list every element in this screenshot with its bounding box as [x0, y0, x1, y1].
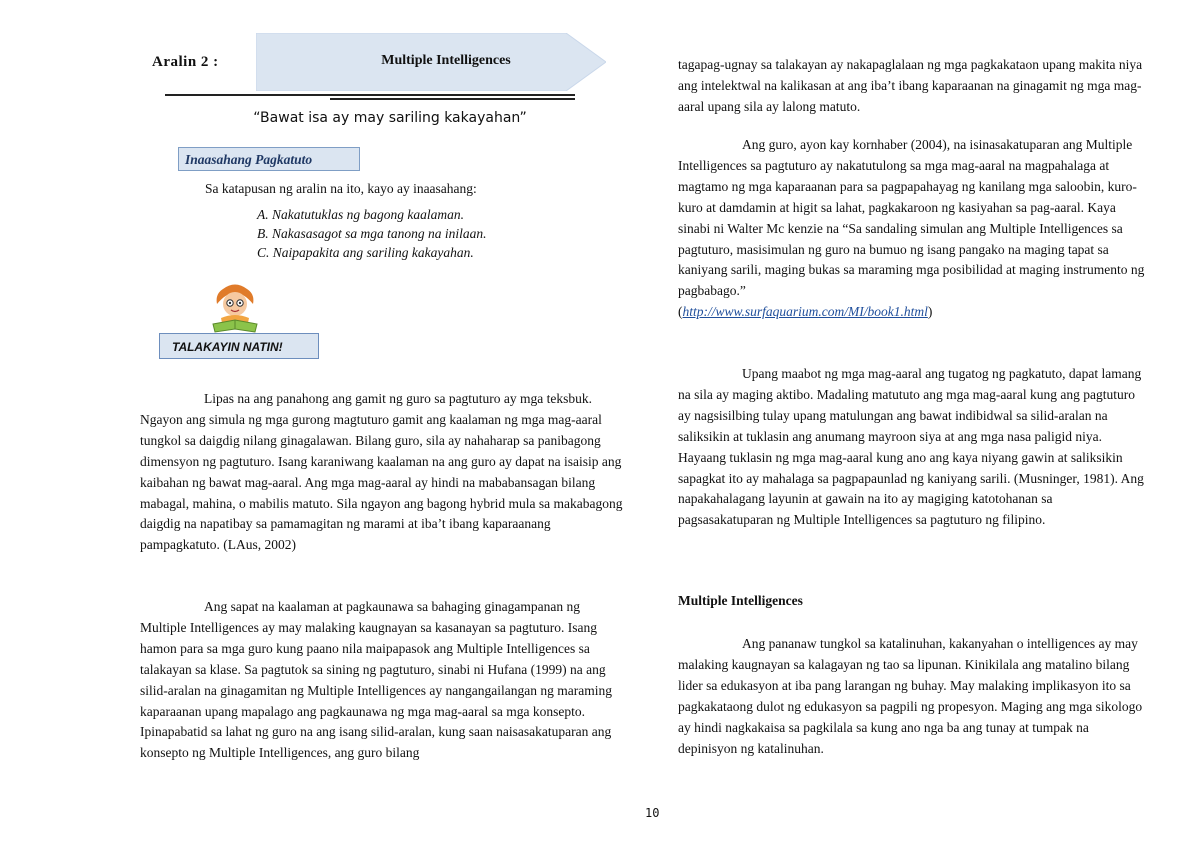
lesson-label: Aralin 2 :: [152, 54, 219, 70]
right-paragraph-1: [678, 135, 1148, 323]
left-paragraph-2: [140, 597, 626, 764]
right-paragraph-1-text: Ang guro, ayon kay kornhaber (2004), na isinasakatuparan ang Multiple Intelligences sa pagtuturo ay nakatutulong sa mga mag-aaral na magpahalaga at magtamo ng mga kaparaanan para sa pagpapahayag ng kanilang mga saloobin, kuro-kuro at damdamin at higit sa lahat, pagkakaroon ng kasiyahan sa pag-aaral. Kaya sinabi ni Walter Mc kenzie na “Sa sandaling simulan ang Multiple Intelligences sa pagtuturo, masisimulan ng guro na bumuo ng isang pangako na maging tapat sa kaniyang sarili, maging bukas sa maraming mga posibilidad at maging instrumento ng pagbabago.”: [678, 137, 1145, 299]
objectives-list: [257, 205, 487, 262]
left-paragraph-1-text: Lipas na ang panahong ang gamit ng guro sa pagtuturo ay mga teksbuk. Ngayon ang simula ng mga gurong magtuturo gamit ang kaalaman ng mga mag-aaral tungkol sa daigdig nilang ginagalawan. Bilang guro, sila ay nahaharap sa panibagong dimensyon ng pagtuturo. Isang karaniwang kaalaman na ang guro ay dapat na isaisip ang kaibahan ng bawat mag-aaral. Ang mga mag-aaral ay hindi na mababansagan bilang mabagal, mahina, o mabilis matuto. Sila ngayon ang bagong hybrid mula sa makabagong daigdig na napatibay sa pamamagitan ng marami at iba’t ibang kaparaanang pampagkatuto. (LAus, 2002): [140, 391, 623, 553]
objective-item: B. Nakasasagot sa mga tanong na inilaan.: [257, 226, 487, 241]
lesson-title: Multiple Intelligences: [381, 53, 511, 68]
objective-item: C. Naipapakita ang sariling kakayahan.: [257, 245, 474, 260]
objectives-intro: Sa katapusan ng aralin na ito, kayo ay inaasahang:: [205, 181, 477, 196]
page-number: 10: [645, 806, 660, 820]
motto: “Bawat isa ay may sariling kakayahan”: [253, 110, 527, 126]
header-divider: [165, 94, 575, 96]
right-paragraph-3: [678, 634, 1148, 759]
discussion-label: TALAKAYIN NATIN!: [159, 333, 319, 359]
link-close-paren: ): [927, 304, 933, 320]
right-paragraph-2: [678, 364, 1148, 531]
right-paragraph-3-text: Ang pananaw tungkol sa katalinuhan, kakanyahan o intelligences ay may malaking kaugnayan sa kalagayan ng tao sa lipunan. Kinikilala ang matalino bilang lider sa edukasyon at iba pang larangan ng buhay. May malaking implikasyon ito sa pagkakataong dulot ng edukasyon sa pagpili ng propesyon. Maging ang mga sikologo ay hindi nagkakaisa sa pagkilala sa kung ano nga ba ang tunay at tumpak na depinisyon ng katalinuhan.: [678, 636, 1143, 756]
reference-link[interactable]: http://www.surfaquarium.com/MI/book1.html: [682, 304, 928, 320]
link-open-paren: (: [678, 304, 683, 320]
header-divider-secondary: [330, 98, 575, 100]
left-paragraph-2-text: Ang sapat na kaalaman at pagkaunawa sa bahaging ginagampanan ng Multiple Intelligences ay may malaking kaugnayan sa kasanayan sa pagtuturo. Isang hamon para sa mga guro kung paano nila maipapasok ang Multiple Intelligences sa talakayan sa klase. Sa pagtutok sa sining ng pagtuturo, sinabi ni Hufana (1999) na ang silid-aralan na ginagamitan ng Multiple Intelligences ay nangangailangan ng maraming kaparaanan upang mapalago ang pagkaunawa ng mga mag-aaral sa mga konsepto. Ipinapabatid sa lahat ng guro na ang isang silid-aralan, kung saan naisasakatuparan ang konsepto ng Multiple Intelligences, ang guro bilang: [140, 599, 612, 761]
child-reading-icon: [203, 284, 267, 334]
right-paragraph-2-text: Upang maabot ng mga mag-aaral ang tugatog ng pagkatuto, dapat lamang na sila ay maging aktibo. Madaling matututo ang mga mag-aaral kung ang pagtuturo ay nagsisilbing tulay upang matulungan ang bawat indibidwal sa silid-aralan na saliksikin at tuklasin ang anumang mayroon siya at ang mga nasa paligid niya. Hayaang tuklasin ng mga mag-aaral kung ano ang kaya niyang gawin at saliksikin sapagkat ito ay mahalaga sa pagpapaunlad ng kaniyang sarili. (Musninger, 1981). Ang napakahalagang layunin at gawain na ito ay magiging katotohanan sa pagsasakatuparan ng Multiple Intelligences sa pagtuturo ng filipino.: [678, 366, 1144, 528]
section-heading: Multiple Intelligences: [678, 593, 803, 608]
objectives-label: Inaasahang Pagkatuto: [178, 147, 360, 171]
objective-item: A. Nakatutuklas ng bagong kaalaman.: [257, 207, 464, 222]
left-paragraph-1: [140, 389, 626, 556]
right-paragraph-0: tagapag-ugnay sa talakayan ay nakapaglalaan ng mga pagkakataon upang makita niya ang intelektwal na kalikasan at ang iba’t ibang kaparaanan na ginagamit ng mga mag-aaral upang sila ay lalong matuto.: [678, 57, 1143, 114]
